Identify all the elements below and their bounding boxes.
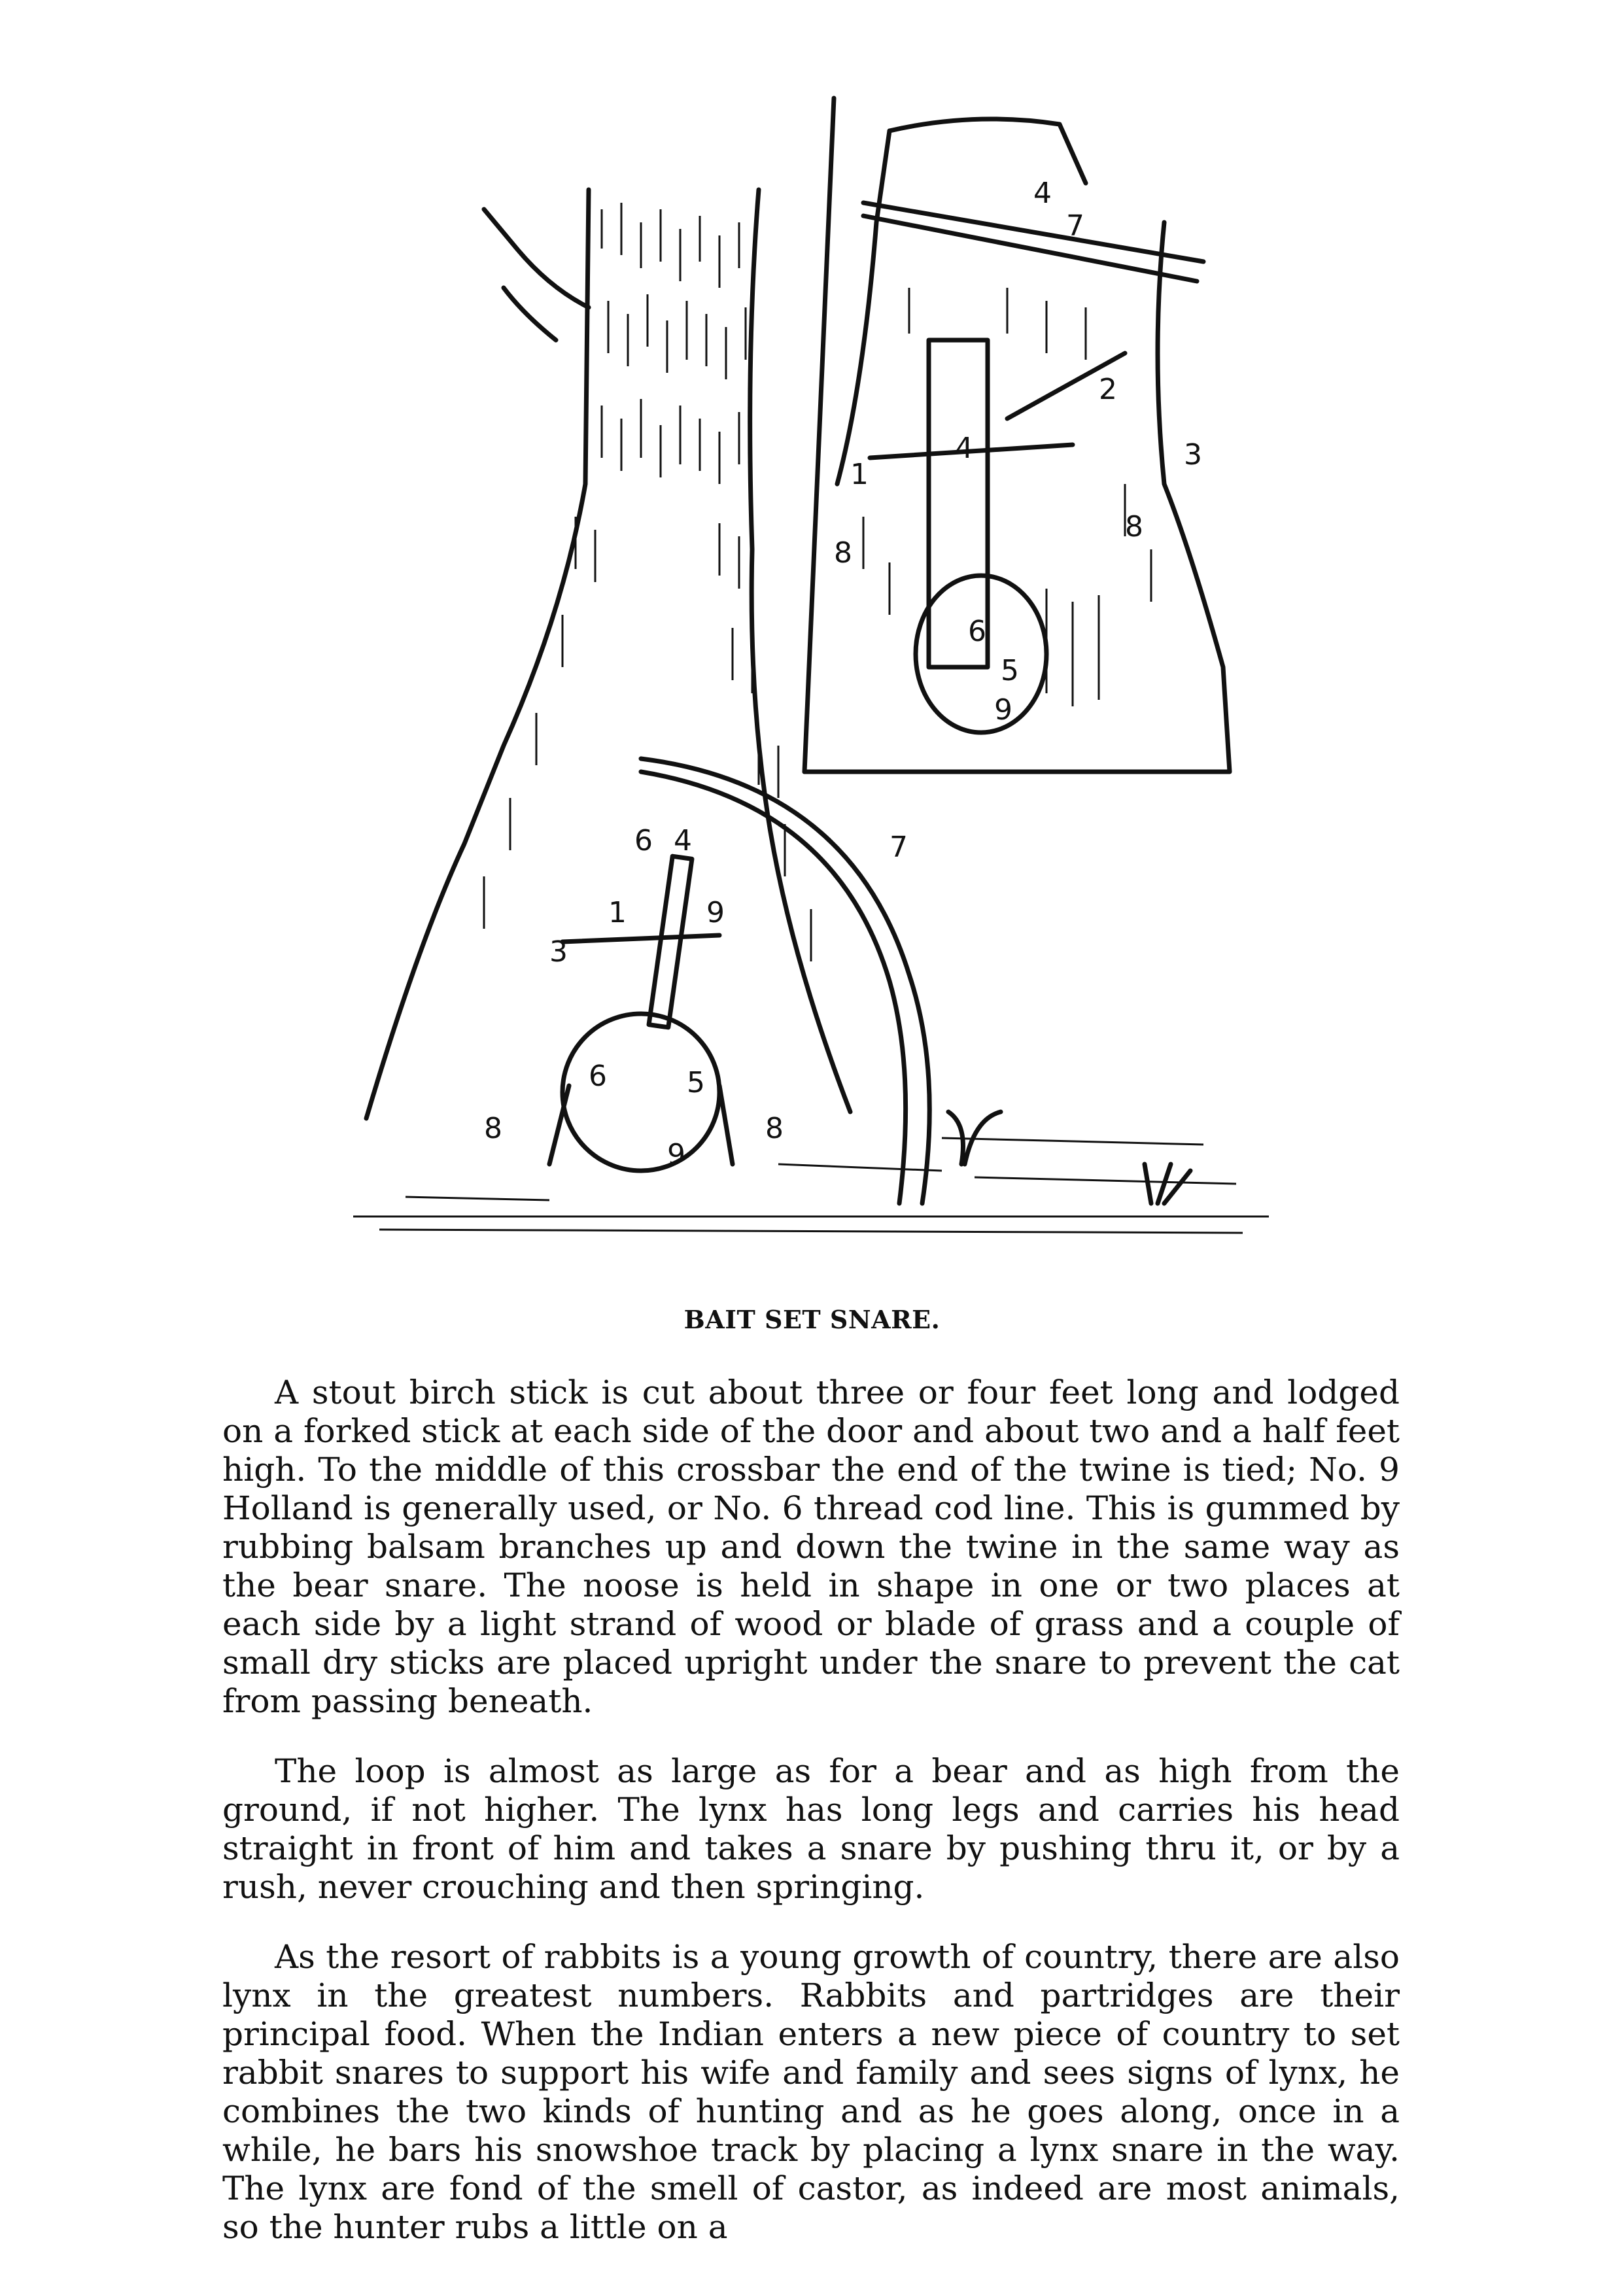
svg-text:6: 6: [634, 824, 653, 857]
svg-text:2: 2: [1099, 373, 1117, 406]
svg-text:6: 6: [968, 615, 986, 648]
ground: [353, 1138, 1269, 1233]
body-text: [222, 1373, 1400, 2278]
svg-text:1: 1: [850, 458, 869, 491]
svg-text:9: 9: [994, 693, 1012, 727]
figure-numerals: [484, 177, 1202, 1171]
svg-text:8: 8: [765, 1112, 784, 1145]
main-snare-set: [549, 856, 733, 1171]
svg-text:6: 6: [589, 1060, 607, 1093]
figure-caption: BAIT SET SNARE.: [683, 1305, 941, 1334]
svg-text:5: 5: [687, 1066, 705, 1099]
svg-text:9: 9: [667, 1138, 685, 1171]
svg-text:7: 7: [1066, 209, 1084, 243]
svg-text:8: 8: [484, 1112, 502, 1145]
svg-text:8: 8: [1125, 510, 1143, 544]
svg-text:3: 3: [549, 935, 568, 969]
svg-text:7: 7: [890, 831, 908, 864]
plant-sprout: [948, 1112, 1190, 1203]
svg-text:5: 5: [1001, 654, 1019, 687]
tree-trunk: [366, 190, 850, 1118]
svg-text:4: 4: [674, 824, 692, 857]
paragraph-3: As the resort of rabbits is a young growth of country, there are also lynx in the greatest numbers. Rabbits and partridges are their principal food. When the Indian enters a new piece of country to set rabbit snares to support his wife and family and sees signs of lynx, he combines the two kinds of hunting and as he goes along, once in a while, he bars his snowshoe track by placing a lynx snare in the way. The lynx are fond of the smell of castor, as indeed are most animals, so the hunter rubs a little on a: [222, 1938, 1400, 2246]
paragraph-2: The loop is almost as large as for a bear and as high from the ground, if not higher. The lynx has long legs and carries his head straight in front of him and takes a snare by pushing thru it, or by a rush, never crouching and then springing.: [222, 1752, 1400, 1906]
svg-text:1: 1: [608, 896, 627, 929]
bait-set-snare-illustration: [353, 92, 1269, 1295]
paragraph-1: A stout birch stick is cut about three or four feet long and lodged on a forked stick at each side of the door and about two and a half feet high. To the middle of this crossbar the end of the twine is tied; No. 9 Holland is generally used, or No. 6 thread cod line. This is gummed by rubbing balsam branches up and down the twine in the same way as the bear snare. The noose is held in shape in one or two places at each side by a light strand of wood or blade of grass and a couple of small dry sticks are placed upright under the snare to prevent the cat from passing beneath.: [222, 1373, 1400, 1720]
svg-text:4: 4: [955, 432, 973, 465]
svg-text:4: 4: [1033, 177, 1052, 210]
svg-text:9: 9: [706, 896, 725, 929]
svg-text:8: 8: [834, 536, 852, 570]
svg-text:3: 3: [1184, 438, 1202, 472]
